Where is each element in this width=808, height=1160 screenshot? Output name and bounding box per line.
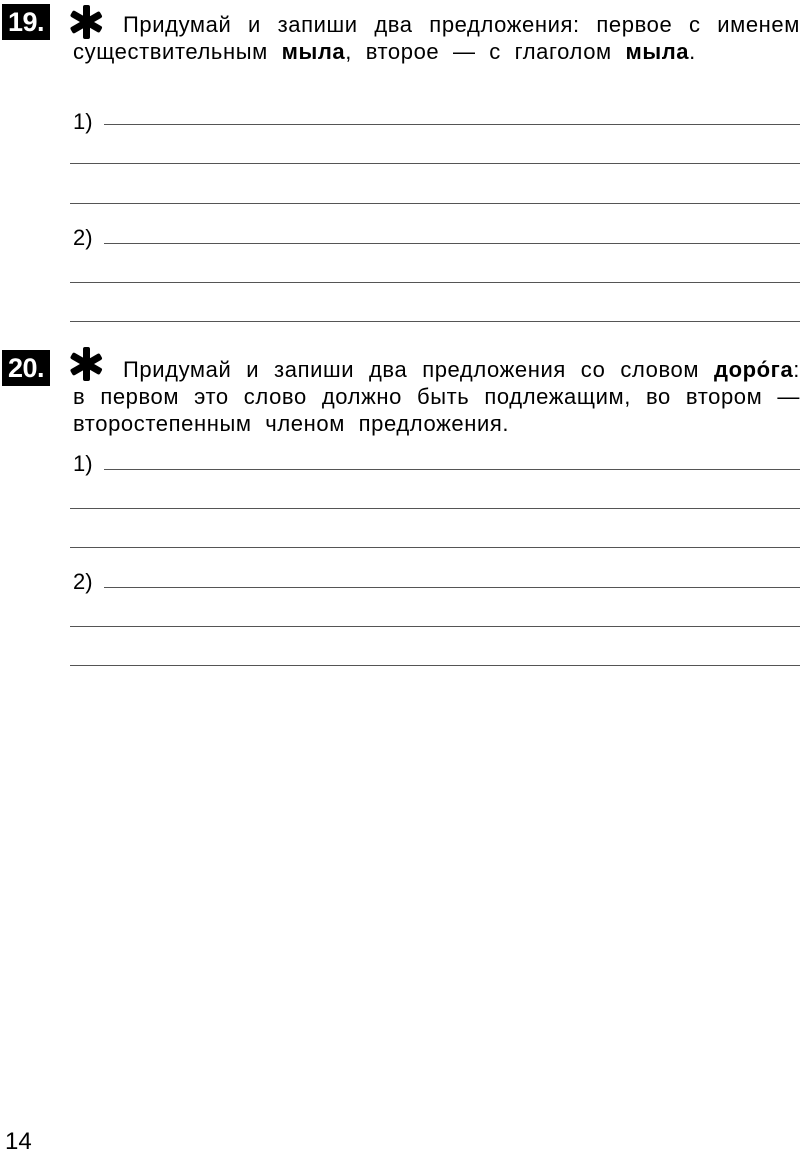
answer-line[interactable] [70, 626, 800, 627]
answer-label-2: 2) [73, 569, 93, 594]
answer-line[interactable] [70, 163, 800, 164]
answer-label-1: 1) [73, 451, 93, 476]
answer-line[interactable] [104, 243, 800, 244]
prompt-text: : в первом это слово должно быть подлежащим, во втором — второстепенным членом предложения. [73, 357, 800, 436]
answer-line[interactable] [70, 508, 800, 509]
task-number-badge: 19. [2, 4, 50, 40]
keyword-noun: доро́га [714, 357, 794, 382]
answer-line[interactable] [104, 587, 800, 588]
prompt-text: , второе — с глаголом [345, 39, 626, 64]
page-number: 14 [5, 1128, 32, 1155]
task-prompt [73, 11, 800, 65]
prompt-text: . [689, 39, 696, 64]
answer-label-1: 1) [73, 109, 93, 134]
task-prompt [73, 356, 800, 437]
answer-line[interactable] [70, 203, 800, 204]
answer-line[interactable] [70, 547, 800, 548]
prompt-text: Придумай и запиши два предложения со словом [123, 357, 714, 382]
answer-line[interactable] [104, 124, 800, 125]
answer-line[interactable] [70, 665, 800, 666]
answer-line[interactable] [70, 321, 800, 322]
task-number-badge: 20. [2, 350, 50, 386]
keyword-noun: мыла [281, 39, 346, 64]
answer-line[interactable] [70, 282, 800, 283]
answer-label-2: 2) [73, 225, 93, 250]
prompt-text: Придумай и запиши два предложения: первое с именем существительным [73, 12, 800, 64]
keyword-verb: мыла [625, 39, 690, 64]
answer-line[interactable] [104, 469, 800, 470]
